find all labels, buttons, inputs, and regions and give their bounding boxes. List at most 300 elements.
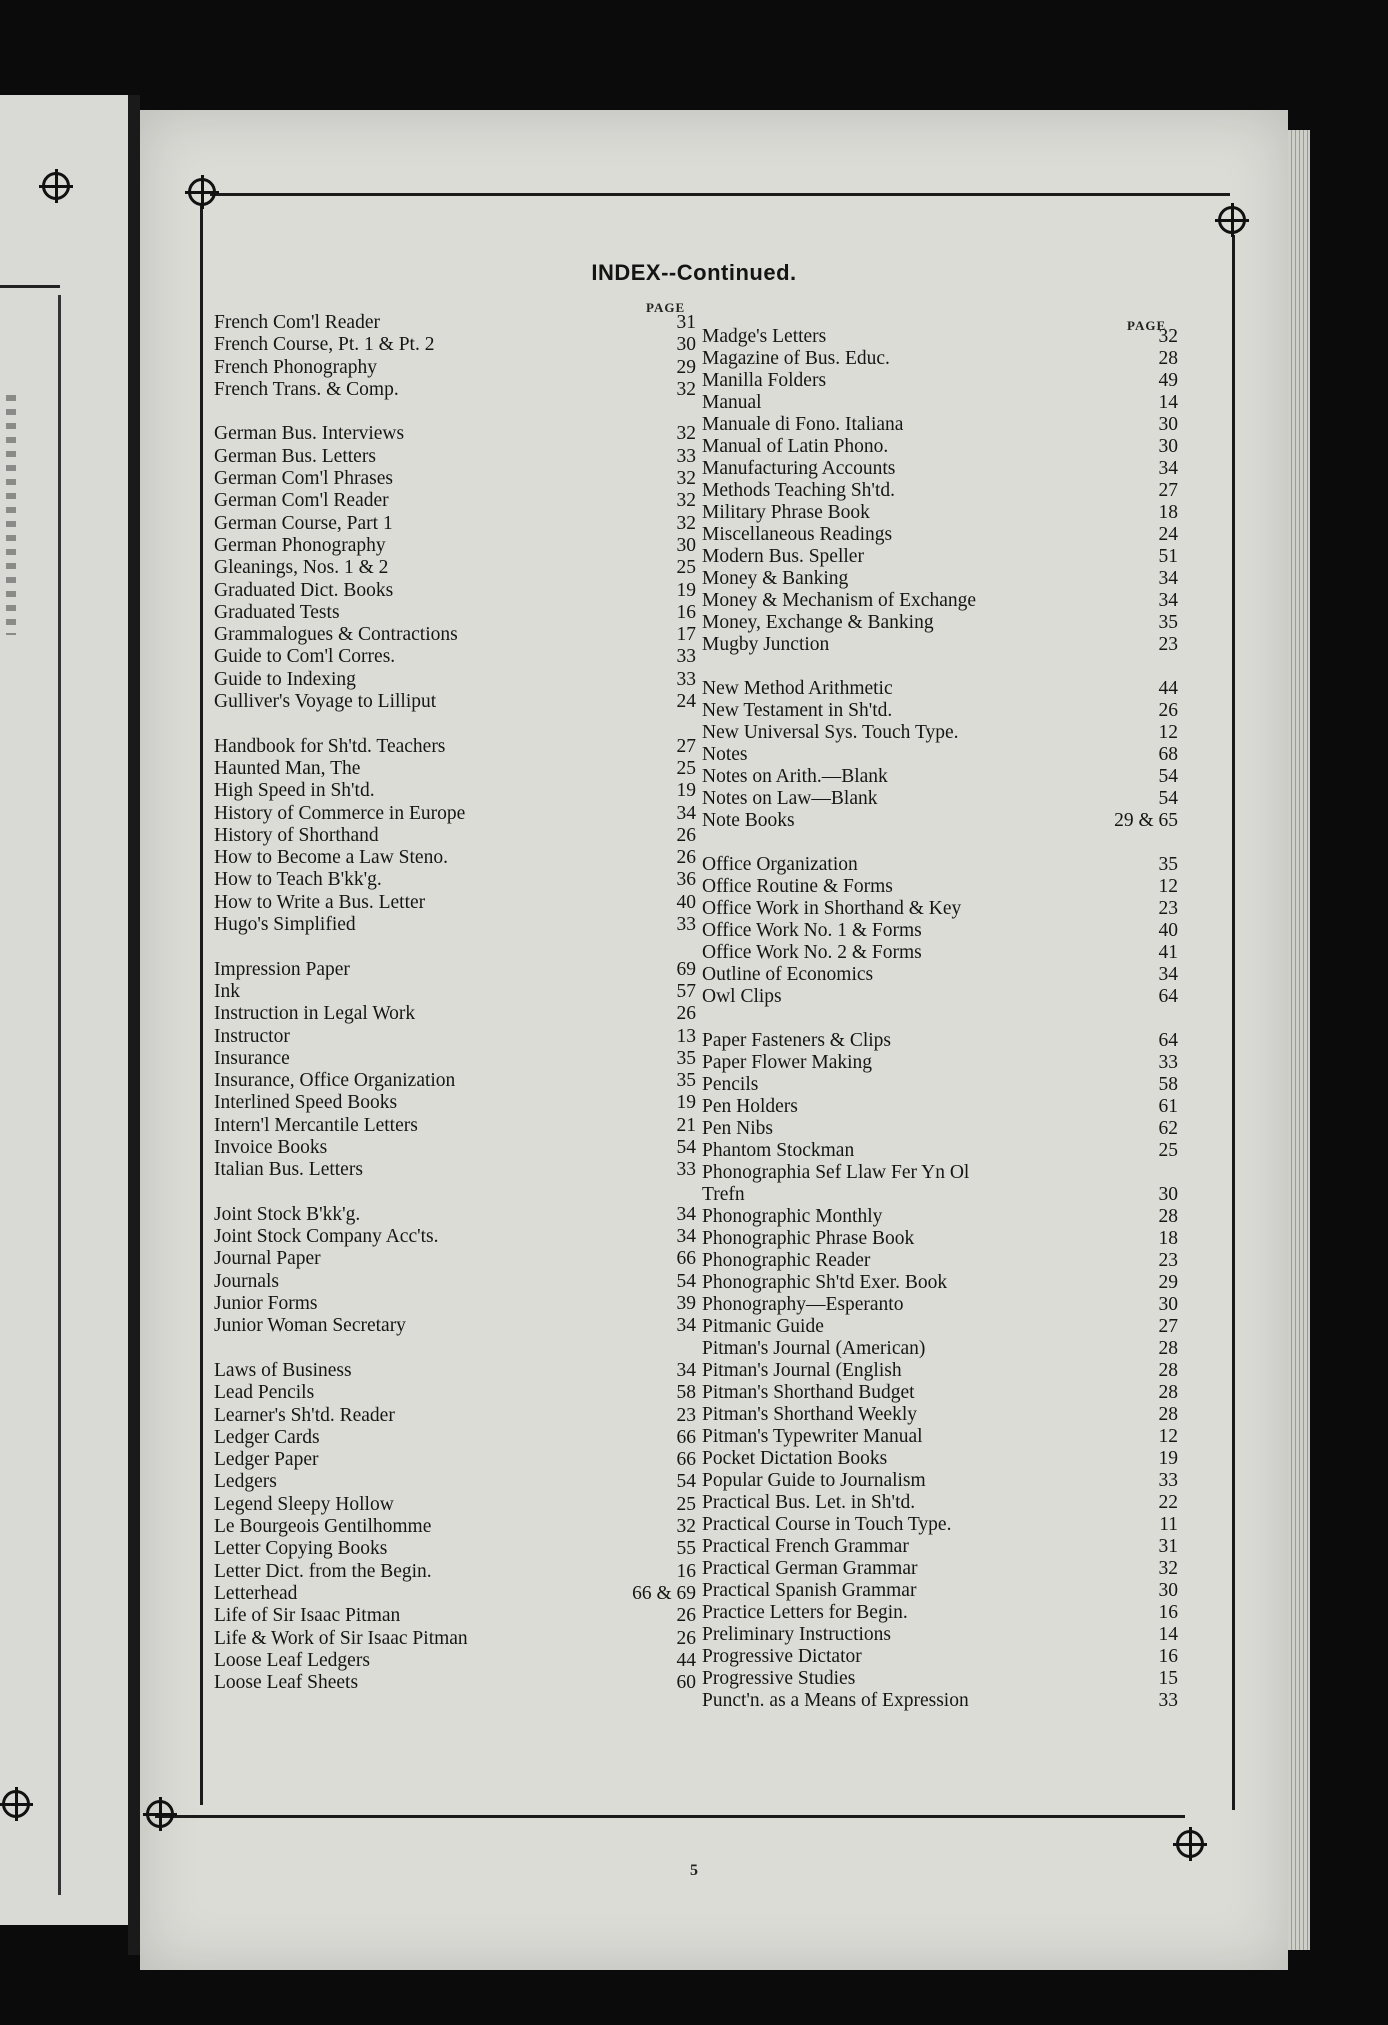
entry-title: Grammalogues & Contractions (214, 624, 458, 646)
entry-title: Italian Bus. Letters (214, 1159, 363, 1181)
entry-title: Ledger Cards (214, 1426, 320, 1448)
index-entry (214, 1003, 696, 1025)
entry-title: Methods Teaching Sh'td. (702, 480, 895, 501)
index-entry (702, 1646, 1178, 1668)
entry-title: Graduated Dict. Books (214, 579, 394, 601)
entry-page-number: 33 (676, 445, 696, 467)
entry-title: Junior Forms (214, 1293, 318, 1315)
entry-page-number: 27 (676, 735, 696, 757)
index-entry (214, 1070, 696, 1092)
index-entry (702, 1602, 1178, 1624)
entry-page-number: 28 (1158, 1382, 1178, 1403)
index-entry (702, 414, 1178, 436)
entry-title: Practical Course in Touch Type. (702, 1514, 952, 1535)
entry-page-number: 30 (1158, 1580, 1178, 1601)
index-entry (702, 788, 1178, 810)
section-gap (214, 1338, 696, 1360)
entry-title: Junior Woman Secretary (214, 1315, 406, 1337)
index-entry (702, 1690, 1178, 1712)
registration-mark-icon (2, 1790, 30, 1818)
entry-title: Joint Stock B'kk'g. (214, 1203, 361, 1225)
index-entry (702, 678, 1178, 700)
entry-title: French Course, Pt. 1 & Pt. 2 (214, 334, 435, 356)
entry-page-number: 26 (676, 824, 696, 846)
index-entry (702, 942, 1178, 964)
index-entry (214, 1115, 696, 1137)
index-entry (702, 1294, 1178, 1316)
index-entry (214, 535, 696, 557)
entry-title: French Com'l Reader (214, 312, 380, 333)
entry-title: Outline of Economics (702, 964, 874, 985)
index-entry (702, 370, 1178, 392)
entry-page-number: 23 (1158, 634, 1178, 655)
entry-page-number: 24 (1158, 524, 1178, 545)
entry-page-number: 12 (1158, 876, 1178, 897)
entry-page-number: 25 (676, 1493, 696, 1515)
entry-page-number: 30 (676, 534, 696, 556)
index-entry (702, 1206, 1178, 1228)
entry-page-number: 21 (676, 1114, 696, 1136)
entry-title: Office Work No. 1 & Forms (702, 920, 922, 941)
index-entry (214, 1137, 696, 1159)
index-entry (702, 392, 1178, 414)
entry-page-number: 23 (1158, 1250, 1178, 1271)
entry-title: New Universal Sys. Touch Type. (702, 722, 959, 743)
entry-page-number: 51 (1158, 546, 1178, 567)
entry-title: Popular Guide to Journalism (702, 1470, 926, 1491)
entry-title: Pencils (702, 1074, 759, 1095)
index-entry (214, 1204, 696, 1226)
entry-page-number: 26 (1158, 700, 1178, 721)
index-entry (214, 1315, 696, 1337)
entry-page-number: 24 (676, 691, 696, 713)
entry-title: Pitman's Journal (American) (702, 1338, 926, 1359)
entry-title: Money & Banking (702, 568, 849, 589)
page-number: 5 (690, 1862, 698, 1879)
index-entry (214, 1605, 696, 1627)
entry-title: Pitman's Shorthand Weekly (702, 1404, 917, 1425)
index-left-column (214, 312, 696, 1694)
index-entry (214, 981, 696, 1003)
index-entry (702, 436, 1178, 458)
entry-title: Invoice Books (214, 1136, 328, 1158)
frame-bottom-rule (155, 1815, 1185, 1818)
registration-mark-icon (188, 178, 216, 206)
entry-page-number: 32 (676, 468, 696, 490)
entry-title: Military Phrase Book (702, 502, 870, 523)
index-entry (214, 468, 696, 490)
entry-page-number: 31 (676, 312, 696, 333)
entry-title: Notes (702, 744, 748, 765)
entry-page-number: 13 (676, 1025, 696, 1047)
entry-page-number: 66 (676, 1248, 696, 1270)
entry-page-number: 64 (1158, 1030, 1178, 1051)
entry-page-number: 15 (1158, 1668, 1178, 1689)
index-entry (702, 810, 1178, 832)
index-entry (702, 964, 1178, 986)
index-entry (702, 612, 1178, 634)
index-entry (214, 1382, 696, 1404)
registration-mark-icon (42, 172, 70, 200)
entry-page-number: 29 (1158, 1272, 1178, 1293)
index-entry (702, 1272, 1178, 1294)
entry-page-number: 35 (676, 1070, 696, 1092)
entry-title: Insurance (214, 1047, 290, 1069)
index-entry (702, 898, 1178, 920)
entry-page-number: 32 (676, 1516, 696, 1538)
index-entry (214, 1516, 696, 1538)
entry-title: How to Become a Law Steno. (214, 847, 448, 869)
index-entry (214, 557, 696, 579)
entry-title: Manilla Folders (702, 370, 827, 391)
index-entry (214, 892, 696, 914)
entry-title: Loose Leaf Sheets (214, 1672, 359, 1694)
entry-title: Graduated Tests (214, 601, 340, 623)
entry-title: Phantom Stockman (702, 1140, 855, 1161)
index-entry (214, 334, 696, 356)
entry-page-number: 23 (676, 1404, 696, 1426)
index-entry (702, 546, 1178, 568)
entry-title: Life & Work of Sir Isaac Pitman (214, 1627, 468, 1649)
index-entry (702, 854, 1178, 876)
index-entry (214, 357, 696, 379)
entry-page-number: 16 (1158, 1646, 1178, 1667)
entry-page-number: 26 (676, 1627, 696, 1649)
entry-page-number: 12 (1158, 722, 1178, 743)
index-entry (214, 1494, 696, 1516)
entry-page-number: 30 (676, 334, 696, 356)
entry-page-number: 32 (676, 490, 696, 512)
entry-title: Handbook for Sh'td. Teachers (214, 735, 446, 757)
entry-page-number: 29 & 65 (1114, 810, 1178, 831)
entry-title: Practical German Grammar (702, 1558, 918, 1579)
index-entry (214, 1159, 696, 1181)
entry-title: Trefn (702, 1184, 745, 1205)
entry-title: Manuale di Fono. Italiana (702, 414, 904, 435)
index-entry (214, 758, 696, 780)
index-entry (214, 490, 696, 512)
index-entry (214, 1271, 696, 1293)
entry-title: How to Teach B'kk'g. (214, 869, 382, 891)
entry-page-number: 33 (1158, 1470, 1178, 1491)
entry-title: History of Commerce in Europe (214, 802, 466, 824)
entry-page-number: 66 (676, 1426, 696, 1448)
section-gap (214, 401, 696, 423)
index-entry (214, 914, 696, 936)
entry-page-number: 30 (1158, 436, 1178, 457)
entry-title: Journal Paper (214, 1248, 321, 1270)
index-entry (702, 1316, 1178, 1338)
entry-title: Phonographic Sh'td Exer. Book (702, 1272, 948, 1293)
entry-page-number: 28 (1158, 1360, 1178, 1381)
facing-page-text-fragment (6, 395, 16, 635)
index-entry (702, 722, 1178, 744)
registration-mark-icon (1176, 1830, 1204, 1858)
index-entry (702, 1250, 1178, 1272)
section-gap (702, 1008, 1178, 1030)
index-entry (702, 1668, 1178, 1690)
entry-title: Phonographia Sef Llaw Fer Yn Ol (702, 1162, 970, 1183)
entry-title: Phonographic Monthly (702, 1206, 883, 1227)
index-entry (214, 379, 696, 401)
entry-title: Laws of Business (214, 1359, 352, 1381)
entry-title: Pocket Dictation Books (702, 1448, 888, 1469)
entry-page-number: 57 (676, 980, 696, 1002)
entry-page-number: 61 (1158, 1096, 1178, 1117)
entry-title: Phonography—Esperanto (702, 1294, 904, 1315)
entry-title: Phonographic Phrase Book (702, 1228, 915, 1249)
index-entry (214, 312, 696, 334)
index-entry (214, 580, 696, 602)
index-entry (702, 634, 1178, 656)
entry-title: German Com'l Reader (214, 490, 389, 512)
entry-title: Progressive Studies (702, 1668, 856, 1689)
frame-top-rule (210, 193, 1230, 196)
index-title: INDEX--Continued. (591, 260, 797, 285)
index-entry (214, 1449, 696, 1471)
entry-page-number: 33 (1158, 1052, 1178, 1073)
index-entry (214, 959, 696, 981)
entry-title: Instruction in Legal Work (214, 1003, 416, 1025)
entry-title: Legend Sleepy Hollow (214, 1493, 394, 1515)
entry-title: Practical Spanish Grammar (702, 1580, 917, 1601)
book-gutter (128, 95, 140, 1955)
entry-page-number: 12 (1158, 1426, 1178, 1447)
entry-page-number: 33 (676, 914, 696, 936)
entry-title: Gleanings, Nos. 1 & 2 (214, 557, 389, 579)
entry-page-number: 30 (1158, 1294, 1178, 1315)
entry-title: Loose Leaf Ledgers (214, 1649, 370, 1671)
index-entry (214, 1226, 696, 1248)
entry-title: New Testament in Sh'td. (702, 700, 893, 721)
entry-page-number: 35 (1158, 612, 1178, 633)
section-gap (214, 713, 696, 735)
registration-mark-icon (1218, 206, 1246, 234)
entry-title: Guide to Indexing (214, 668, 356, 690)
entry-page-number: 54 (676, 1471, 696, 1493)
entry-title: Interlined Speed Books (214, 1092, 398, 1114)
entry-title: Practice Letters for Begin. (702, 1602, 908, 1623)
entry-title: Paper Flower Making (702, 1052, 873, 1073)
index-entry (214, 602, 696, 624)
index-entry (702, 524, 1178, 546)
registration-mark-icon (146, 1800, 174, 1828)
entry-page-number: 30 (1158, 414, 1178, 435)
entry-title: Practical French Grammar (702, 1536, 909, 1557)
entry-page-number: 54 (676, 1270, 696, 1292)
index-entry (702, 1448, 1178, 1470)
index-entry (214, 1026, 696, 1048)
entry-title: How to Write a Bus. Letter (214, 891, 426, 913)
index-entry (702, 744, 1178, 766)
entry-page-number: 28 (1158, 1206, 1178, 1227)
entry-page-number: 22 (1158, 1492, 1178, 1513)
entry-page-number: 66 (676, 1449, 696, 1471)
entry-title: Pitman's Journal (English (702, 1360, 902, 1381)
entry-title: Modern Bus. Speller (702, 546, 864, 567)
index-entry (702, 1184, 1178, 1206)
entry-page-number: 62 (1158, 1118, 1178, 1139)
entry-page-number: 18 (1158, 502, 1178, 523)
entry-title: French Phonography (214, 356, 378, 378)
frame-right-rule (1232, 235, 1235, 1810)
entry-page-number: 54 (676, 1136, 696, 1158)
entry-title: Journals (214, 1270, 279, 1292)
entry-title: Guide to Com'l Corres. (214, 646, 396, 668)
entry-page-number: 17 (676, 624, 696, 646)
entry-title: Progressive Dictator (702, 1646, 862, 1667)
index-entry (702, 480, 1178, 502)
index-entry (214, 1092, 696, 1114)
index-entry (702, 1382, 1178, 1404)
entry-page-number: 34 (676, 1203, 696, 1225)
index-entry (214, 847, 696, 869)
entry-page-number: 11 (1159, 1514, 1178, 1535)
entry-title: Phonographic Reader (702, 1250, 871, 1271)
index-entry (702, 1470, 1178, 1492)
entry-page-number: 34 (676, 1359, 696, 1381)
index-entry (702, 1558, 1178, 1580)
entry-title: Paper Fasteners & Clips (702, 1030, 892, 1051)
entry-title: Pitman's Shorthand Budget (702, 1382, 915, 1403)
index-entry (702, 458, 1178, 480)
entry-page-number: 33 (676, 646, 696, 668)
entry-page-number: 26 (676, 1605, 696, 1627)
index-entry (702, 766, 1178, 788)
index-entry (214, 646, 696, 668)
entry-title: Manual of Latin Phono. (702, 436, 889, 457)
entry-page-number: 25 (1158, 1140, 1178, 1161)
entry-page-number: 19 (676, 780, 696, 802)
entry-page-number: 49 (1158, 370, 1178, 391)
entry-page-number: 44 (1158, 678, 1178, 699)
index-entry (214, 1471, 696, 1493)
entry-title: Notes on Arith.—Blank (702, 766, 888, 787)
entry-page-number: 16 (676, 1560, 696, 1582)
entry-title: Impression Paper (214, 958, 350, 980)
index-entry (214, 1538, 696, 1560)
entry-page-number: 36 (676, 869, 696, 891)
section-gap (702, 656, 1178, 678)
right-column-page-header: PAGE (1127, 318, 1167, 333)
page-stack-edge (1288, 130, 1310, 1950)
entry-title: Practical Bus. Let. in Sh'td. (702, 1492, 916, 1513)
entry-page-number: 60 (676, 1672, 696, 1694)
entry-title: Haunted Man, The (214, 757, 361, 779)
entry-page-number: 34 (676, 1226, 696, 1248)
entry-page-number: 33 (676, 1159, 696, 1181)
entry-title: Life of Sir Isaac Pitman (214, 1605, 401, 1627)
index-entry (214, 423, 696, 445)
entry-page-number: 34 (676, 802, 696, 824)
index-entry (214, 691, 696, 713)
entry-title: Letter Dict. from the Begin. (214, 1560, 432, 1582)
entry-title: Pen Holders (702, 1096, 798, 1117)
entry-title: Lead Pencils (214, 1382, 315, 1404)
entry-page-number: 34 (1158, 964, 1178, 985)
entry-title: Intern'l Mercantile Letters (214, 1114, 418, 1136)
entry-page-number: 19 (676, 579, 696, 601)
entry-page-number: 58 (1158, 1074, 1178, 1095)
index-entry (702, 1140, 1178, 1162)
entry-title: Ledger Paper (214, 1449, 319, 1471)
entry-page-number: 44 (676, 1649, 696, 1671)
index-entry (214, 803, 696, 825)
entry-title: Money, Exchange & Banking (702, 612, 934, 633)
index-entry (214, 1628, 696, 1650)
entry-title: Letter Copying Books (214, 1538, 388, 1560)
entry-page-number: 34 (1158, 568, 1178, 589)
index-entry (214, 1293, 696, 1315)
index-entry (702, 1338, 1178, 1360)
index-entry (702, 700, 1178, 722)
index-entry (214, 1048, 696, 1070)
facing-page-edge (0, 95, 128, 1925)
index-entry (702, 326, 1178, 348)
entry-page-number: 26 (676, 1003, 696, 1025)
entry-page-number: 35 (676, 1047, 696, 1069)
index-entry (702, 1514, 1178, 1536)
index-entry (702, 1228, 1178, 1250)
entry-title: Madge's Letters (702, 326, 827, 347)
entry-page-number: 27 (1158, 480, 1178, 501)
index-entry (214, 1248, 696, 1270)
entry-title: Manufacturing Accounts (702, 458, 896, 479)
frame-left-rule (200, 205, 203, 1805)
facing-page-border (58, 295, 61, 1895)
entry-title: Insurance, Office Organization (214, 1070, 456, 1092)
entry-title: German Bus. Letters (214, 445, 376, 467)
entry-page-number: 64 (1158, 986, 1178, 1007)
entry-title: Le Bourgeois Gentilhomme (214, 1516, 432, 1538)
entry-title: Pitman's Typewriter Manual (702, 1426, 923, 1447)
entry-title: Ledgers (214, 1471, 277, 1493)
index-entry (702, 1030, 1178, 1052)
index-entry (214, 1405, 696, 1427)
index-entry (702, 1096, 1178, 1118)
entry-title: Letterhead (214, 1582, 298, 1604)
entry-page-number: 14 (1158, 1624, 1178, 1645)
index-entry (214, 1583, 696, 1605)
index-entry (702, 1492, 1178, 1514)
entry-page-number: 26 (676, 847, 696, 869)
entry-title: Punct'n. as a Means of Expression (702, 1690, 969, 1711)
entry-title: Hugo's Simplified (214, 914, 356, 936)
entry-page-number: 34 (1158, 458, 1178, 479)
entry-title: Notes on Law—Blank (702, 788, 878, 809)
entry-page-number: 28 (1158, 348, 1178, 369)
index-entry (214, 736, 696, 758)
index-entry (214, 513, 696, 535)
entry-page-number: 16 (676, 601, 696, 623)
index-entry (702, 1624, 1178, 1646)
entry-title: Manual (702, 392, 762, 413)
entry-page-number: 32 (676, 512, 696, 534)
entry-page-number: 32 (676, 423, 696, 445)
entry-title: Mugby Junction (702, 634, 830, 655)
entry-title: Magazine of Bus. Educ. (702, 348, 890, 369)
index-entry (214, 1360, 696, 1382)
index-entry (702, 1580, 1178, 1602)
index-entry (702, 1426, 1178, 1448)
entry-title: Owl Clips (702, 986, 782, 1007)
entry-page-number: 32 (1158, 1558, 1178, 1579)
index-entry (702, 590, 1178, 612)
index-entry (214, 446, 696, 468)
entry-title: Learner's Sh'td. Reader (214, 1404, 395, 1426)
index-entry (214, 1427, 696, 1449)
entry-title: German Com'l Phrases (214, 468, 393, 490)
